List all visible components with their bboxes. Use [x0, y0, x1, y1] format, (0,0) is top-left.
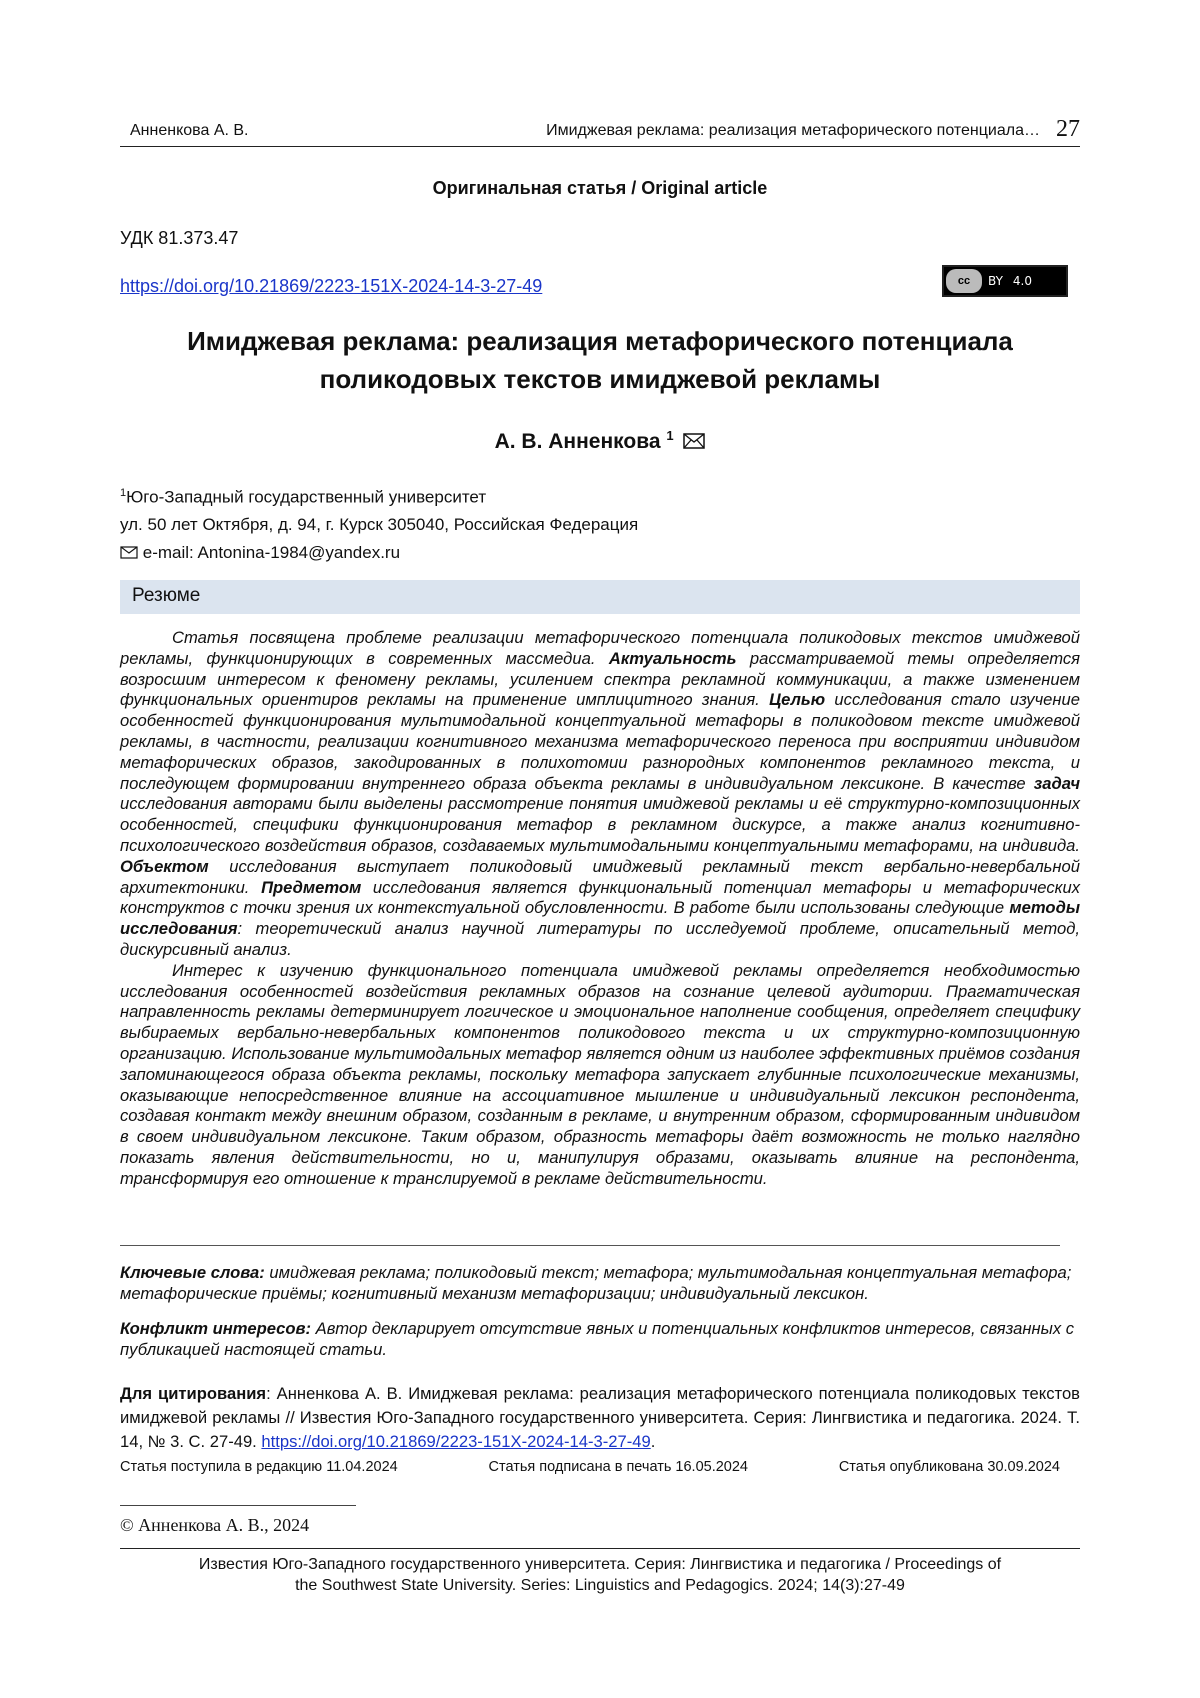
conflict-text: Автор декларирует отсутствие явных и потенциальных конфликтов интересов, связанных с публикацией настоящей статьи.: [120, 1319, 1074, 1359]
cc-license-badge[interactable]: [942, 265, 1068, 297]
article-title: [120, 322, 1080, 398]
envelope-icon[interactable]: [683, 433, 705, 449]
article-title-line2: поликодовых текстов имиджевой рекламы: [120, 360, 1080, 398]
author-line: [120, 428, 1080, 454]
author-superscript: 1: [666, 428, 673, 443]
footer-line-2: the Southwest State University. Series: Linguistics and Pedagogics. 2024; 14(3):27-49: [120, 1575, 1080, 1596]
copyright-notice: © Анненкова А. В., 2024: [120, 1515, 309, 1536]
keywords: [120, 1262, 1080, 1304]
doi-link[interactable]: https://doi.org/10.21869/2223-151X-2024-14-3-27-49: [120, 276, 542, 296]
publication-dates: [120, 1459, 1060, 1475]
citation-label: Для цитирования: [120, 1384, 266, 1403]
abstract-paragraph-1: Статья посвящена проблеме реализации метафорического потенциала поликодовых текстов имиджевой рекламы, функционирующих в современных массмедиа. Актуальность рассматриваемой темы определяется возросшим интересом к феномену рекламы, усилением спектра рекламной коммуникации, а также изменением функциональных ориентиров рекламы на применение имплицитного знания. Целью исследования стало изучение особенностей функционирования мультимодальной концептуальной метафоры в поликодовом тексте имиджевой рекламы, в частности, реализации когнитивного механизма метафорического переноса при восприятии индивидом метафорических образов, закодированных в полихотомии разнородных компонентов рекламного текста, и последующем формировании внутреннего образа объекта рекламы в индивидуальном лексиконе. В качестве задач исследования авторами были выделены рассмотрение понятия имиджевой рекламы и её структурно-композиционных особенностей, специфики функционирования метафор в рекламном дискурсе, а также анализ когнитивно-психологического воздействия образов, создаваемых мультимодальными концептуальными метафорами, на индивида. Объектом исследования выступает поликодовый имиджевый рекламный текст вербально-невербальной архитектоники. Предметом исследования является функциональный потенциал метафоры и метафорических конструктов с точки зрения их контекстуальной обусловленности. В работе были использованы следующие методы исследования: теоретический анализ научной литературы по исследуемой проблеме, описательный метод, дискурсивный анализ.: [120, 628, 1080, 961]
footer-divider: [120, 1548, 1080, 1549]
cc-version-label: 4.0: [1013, 274, 1032, 288]
date-signed: Статья подписана в печать 16.05.2024: [489, 1459, 748, 1475]
date-published: Статья опубликована 30.09.2024: [839, 1459, 1060, 1475]
copyright-divider: [120, 1505, 356, 1506]
abstract-divider: [120, 1245, 1060, 1246]
citation: Для цитирования: Анненкова А. В. Имиджевая реклама: реализация метафорического потенциала поликодовых текстов имиджевой рекламы // Известия Юго-Западного государственного университета. Серия: Лингвистика и педагогика. 2024. Т. 14, № 3. С. 27-49. https://doi.org/10.21869/2223-151X-2024-14-3-27-49.: [120, 1382, 1080, 1454]
author-name: А. В. Анненкова: [495, 430, 661, 453]
resume-heading-bar: [120, 580, 1080, 614]
cc-by-label: BY: [988, 274, 1003, 288]
keywords-text: имиджевая реклама; поликодовый текст; метафора; мультимодальная концептуальная метафора; метафорические приёмы; когнитивный механизм метафоризации; индивидуальный лексикон.: [120, 1263, 1071, 1303]
conflict-of-interest: [120, 1318, 1080, 1360]
article-type-label: Оригинальная статья / Original article: [120, 178, 1080, 199]
keywords-label: Ключевые слова:: [120, 1263, 265, 1282]
email-address[interactable]: e-mail: Antonina-1984@yandex.ru: [143, 543, 400, 562]
email-line: [120, 543, 400, 563]
running-head-title: Имиджевая реклама: реализация метафорического потенциала…: [546, 122, 1040, 140]
running-header: [120, 116, 1080, 147]
conflict-label: Конфликт интересов:: [120, 1319, 311, 1338]
envelope-icon: [120, 546, 138, 559]
affiliation-superscript: 1: [120, 487, 126, 499]
doi-line: [120, 276, 542, 297]
running-head-author: Анненкова А. В.: [130, 122, 249, 140]
affiliation-university: Юго-Западный государственный университет: [126, 488, 486, 507]
citation-doi-link[interactable]: https://doi.org/10.21869/2223-151X-2024-14-3-27-49: [261, 1432, 650, 1451]
page-number: 27: [1056, 116, 1080, 143]
date-received: Статья поступила в редакцию 11.04.2024: [120, 1459, 398, 1475]
footer-line-1: Известия Юго-Западного государственного университета. Серия: Лингвистика и педагогика / Proceedings of: [120, 1554, 1080, 1575]
cc-logo-icon: cc: [946, 269, 982, 293]
abstract-paragraph-2: Интерес к изучению функционального потенциала имиджевой рекламы определяется необходимостью исследования особенностей воздействия рекламных образов на сознание целевой аудитории. Прагматическая направленность рекламы детерминирует логическое и эмоциональное наполнение сообщения, определяет специфику выбираемых вербально-невербальных компонентов поликодового текста и их структурно-композиционную организацию. Использование мультимодальных метафор является одним из наиболее эффективных приёмов создания запоминающегося образа объекта рекламы, поскольку метафора запускает глубинные психологические механизмы, оказывающие непосредственное влияние на ассоциативное мышление и индивидуальный лексикон респондента, создавая контакт между внешним образом, созданным в рекламе, и внутренним образом, сформированным индивидом в своем индивидуальном лексиконе. Таким образом, образность метафоры даёт возможность не только наглядно показать явления действительности, но и, манипулируя образами, оказывать влияние на респондента, трансформируя его отношение к транслируемой в рекламе действительности.: [120, 961, 1080, 1190]
resume-heading: Резюме: [132, 585, 200, 607]
abstract-text: [120, 628, 1080, 1190]
affiliation-address: ул. 50 лет Октября, д. 94, г. Курск 305040, Российская Федерация: [120, 511, 638, 538]
journal-footer: [120, 1554, 1080, 1596]
article-title-line1: Имиджевая реклама: реализация метафорического потенциала: [120, 322, 1080, 360]
affiliation: [120, 480, 638, 538]
citation-text: : Анненкова А. В. Имиджевая реклама: реализация метафорического потенциала поликодовых текстов имиджевой рекламы // Известия Юго-Западного государственного университета. Серия: Лингвистика и педагогика. 2024. Т. 14, № 3. С. 27-49.: [120, 1384, 1080, 1451]
udc-code: УДК 81.373.47: [120, 228, 238, 249]
